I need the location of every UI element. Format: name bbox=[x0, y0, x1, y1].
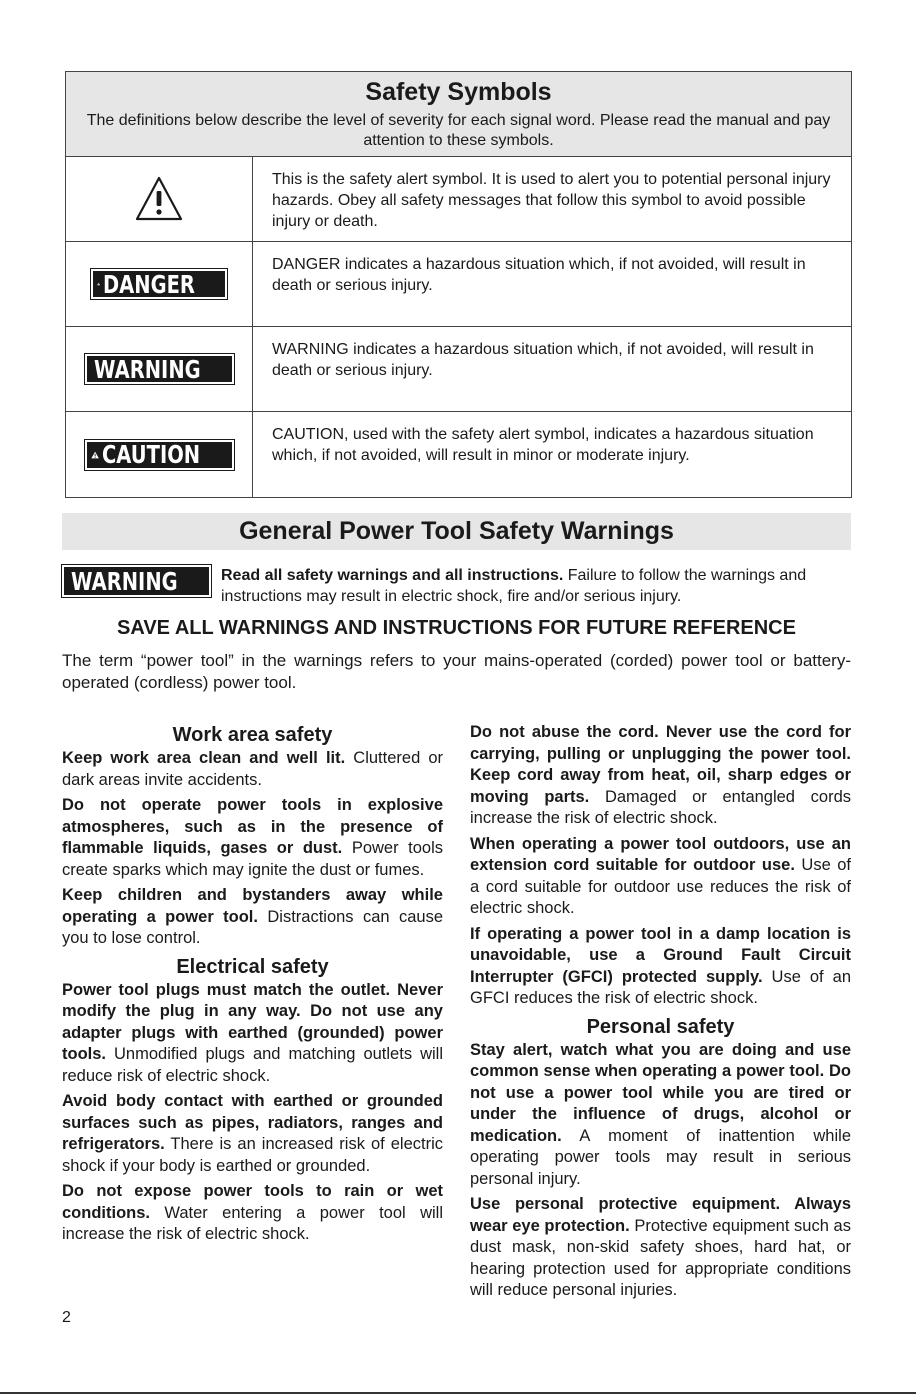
section-heading-work-area: Work area safety bbox=[172, 724, 333, 746]
page-number: 2 bbox=[62, 1309, 71, 1326]
section-heading-personal: Personal safety bbox=[586, 1015, 735, 1038]
symbol-row-caution bbox=[66, 412, 851, 497]
safety-symbols-table bbox=[65, 71, 852, 498]
left-column bbox=[62, 722, 443, 1250]
safety-symbols-header bbox=[66, 72, 851, 157]
section-heading-electrical: Electrical safety bbox=[176, 955, 329, 978]
symbol-row-text: DANGER indicates a hazardous situation which, if not avoided, will result in death or serious injury. bbox=[272, 256, 806, 294]
paragraph: If operating a power tool in a damp location is unavoidable, use a Ground Fault Circuit Interrupter (GFCI) protected supply. Use of an GFCI reduces the risk of electric shock. bbox=[470, 924, 851, 1007]
warning-label: WARNING bbox=[93, 354, 201, 384]
safety-symbols-title: Safety Symbols bbox=[365, 78, 552, 106]
paragraph: Stay alert, watch what you are doing and use common sense when operating a power tool. Do not use a power tool while you are tired or under the influence of drugs, alcohol or medication. A moment of inattention while operating power tools may result in serious personal injury. bbox=[470, 1040, 851, 1188]
symbol-row-warning bbox=[66, 327, 851, 412]
caution-badge bbox=[85, 440, 234, 470]
symbol-row-danger bbox=[66, 242, 851, 327]
general-warning-rest: Failure to follow the warnings and instructions may result in electric shock, fire and/or serious injury. bbox=[221, 567, 807, 605]
save-all-heading: SAVE ALL WARNINGS AND INSTRUCTIONS FOR FUTURE REFERENCE bbox=[117, 617, 796, 639]
alert-triangle-icon bbox=[91, 445, 99, 465]
alert-triangle-icon bbox=[134, 175, 184, 223]
caution-label: CAUTION bbox=[101, 440, 200, 469]
general-warning-bold: Read all safety warnings and all instructions. bbox=[221, 567, 564, 584]
paragraph: Avoid body contact with earthed or grounded surfaces such as pipes, radiators, ranges and refrigerators. There is an increased risk of electric shock if your body is earthed or grounded. bbox=[62, 1092, 443, 1175]
general-warnings-title: General Power Tool Safety Warnings bbox=[62, 513, 851, 550]
paragraph: Do not operate power tools in explosive atmospheres, such as in the presence of flammable liquids, gases or dust. Power tools create sparks which may ignite the dust or fumes. bbox=[62, 796, 443, 879]
power-tool-term-paragraph: The term “power tool” in the warnings refers to your mains-operated (corded) power tool or battery-operated (cordless) power tool. bbox=[62, 651, 851, 692]
symbol-row-text: CAUTION, used with the safety alert symbol, indicates a hazardous situation which, if not avoided, will result in minor or moderate injury. bbox=[272, 426, 814, 464]
general-warning-text bbox=[221, 565, 853, 607]
symbol-row-alert bbox=[66, 157, 851, 242]
warning-badge bbox=[85, 354, 234, 384]
paragraph: Keep children and bystanders away while operating a power tool. Distractions can cause you to lose control. bbox=[62, 886, 443, 947]
bottom-rule bbox=[0, 1392, 916, 1394]
safety-symbols-description: The definitions below describe the level of severity for each signal word. Please read the manual and pay attention to these symbols. bbox=[86, 112, 831, 149]
paragraph: Do not expose power tools to rain or wet conditions. Water entering a power tool will increase the risk of electric shock. bbox=[62, 1182, 443, 1243]
warning-label: WARNING bbox=[71, 566, 178, 596]
symbol-row-text: This is the safety alert symbol. It is used to alert you to potential personal injury hazards. Obey all safety messages that follow this symbol to avoid possible injury or death. bbox=[272, 171, 831, 230]
paragraph: When operating a power tool outdoors, use an extension cord suitable for outdoor use. Use of a cord suitable for outdoor use reduces the risk of electric shock. bbox=[470, 834, 851, 917]
paragraph: Keep work area clean and well lit. Cluttered or dark areas invite accidents. bbox=[62, 749, 443, 789]
paragraph: Use personal protective equipment. Always wear eye protection. Protective equipment such as dust mask, non-skid safety shoes, hard hat, or hearing protection used for appropriate conditions will reduce personal injuries. bbox=[470, 1195, 851, 1299]
paragraph: Power tool plugs must match the outlet. Never modify the plug in any way. Do not use any adapter plugs with earthed (grounded) power tools. Unmodified plugs and matching outlets will reduce risk of electric shock. bbox=[62, 980, 443, 1085]
paragraph: Do not abuse the cord. Never use the cord for carrying, pulling or unplugging the power tool. Keep cord away from heat, oil, sharp edges or moving parts. Damaged or entangled cords increase the risk of electric shock. bbox=[470, 723, 852, 827]
symbol-row-text: WARNING indicates a hazardous situation which, if not avoided, will result in death or serious injury. bbox=[272, 341, 814, 379]
danger-label: DANGER bbox=[103, 269, 196, 299]
right-column bbox=[470, 722, 851, 1306]
warning-badge bbox=[62, 565, 211, 597]
alert-triangle-icon bbox=[97, 274, 100, 294]
danger-badge bbox=[91, 269, 227, 299]
